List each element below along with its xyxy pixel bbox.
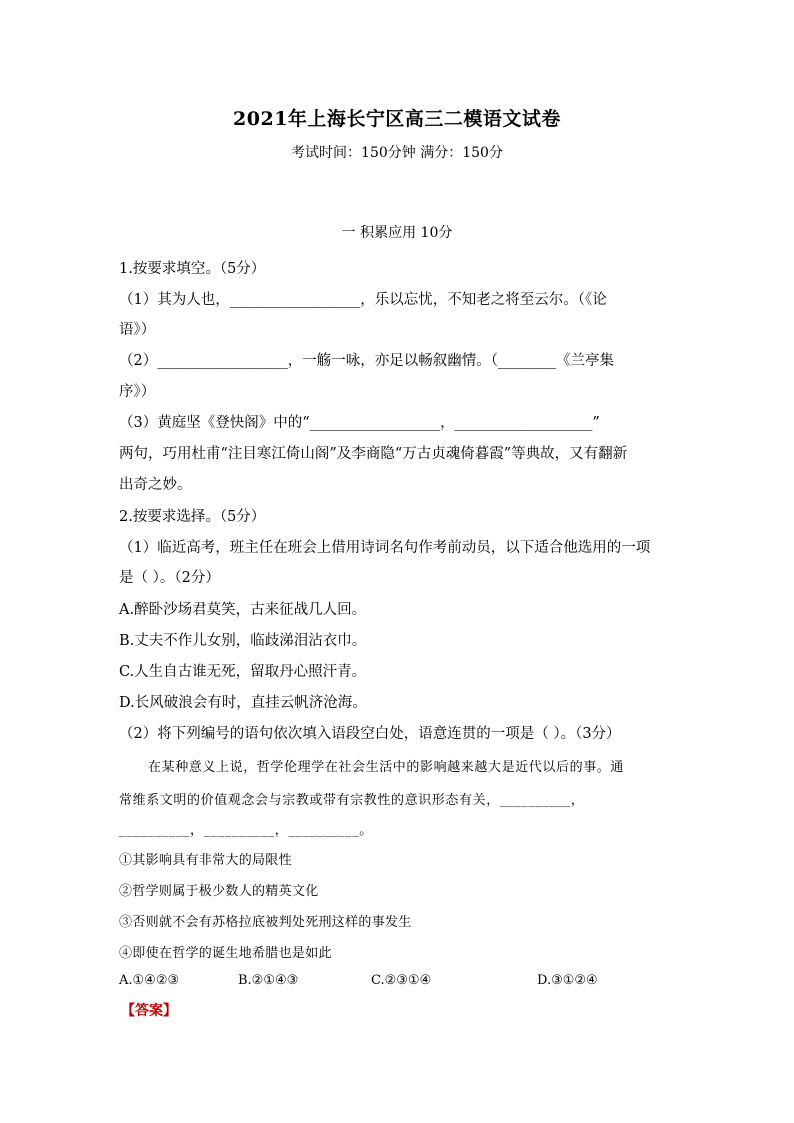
q2-option-c: C.人生自古谁无死，留取丹心照汗青。 bbox=[119, 664, 367, 680]
q1-part2-line2: 序》） bbox=[119, 384, 156, 400]
answer-label: 【答案】 bbox=[121, 1003, 177, 1019]
sentence-item-1: ①其影响具有非常大的局限性 bbox=[119, 853, 292, 868]
q2-part1-line2: 是（ ）。（2分） bbox=[119, 570, 220, 586]
choice-a: A.①④②③ bbox=[119, 973, 180, 988]
q2-option-a: A.醉卧沙场君莫笑，古来征战几人回。 bbox=[119, 602, 367, 618]
sentence-item-4: ④即使在哲学的诞生地希腊也是如此 bbox=[119, 946, 332, 961]
q1-part3-line1: （3）黄庭坚《登快阁》中的“__________________，___________________” bbox=[119, 415, 600, 431]
passage-line: 常维系文明的价值观念会与宗教或带有宗教性的意识形态有关，__________， bbox=[119, 793, 585, 808]
q2-part1-line1: （1）临近高考，班主任在班会上借用诗词名句作考前动员，以下适合他选用的一项 bbox=[119, 540, 651, 556]
passage-line: 在某种意义上说，哲学伦理学在社会生活中的影响越来越大是近代以后的事。通 bbox=[148, 760, 625, 775]
q1-part2-line1: （2）__________________，一觞一咏，亦足以畅叙幽情。（________《兰亭集 bbox=[119, 353, 614, 369]
q2-option-d: D.长风破浪会有时，直挂云帆济沧海。 bbox=[119, 695, 367, 711]
page-title: 2021年上海长宁区高三二模语文试卷 bbox=[233, 108, 561, 130]
q1-part3-line3: 出奇之妙。 bbox=[119, 477, 192, 493]
q2-part2-stem: （2）将下列编号的语句依次填入语段空白处，语意连贯的一项是（ ）。（3分） bbox=[119, 726, 621, 742]
exam-info: 考试时间：150分钟 满分：150分 bbox=[291, 145, 503, 161]
q1-part1-line2: 语》） bbox=[119, 322, 156, 338]
sentence-item-2: ②哲学则属于极少数人的精英文化 bbox=[119, 884, 319, 899]
q2-option-b: B.丈夫不作儿女别，临歧涕泪沾衣巾。 bbox=[119, 633, 367, 649]
choice-b: B.②①④③ bbox=[238, 973, 299, 988]
choice-d: D.③①②④ bbox=[537, 973, 598, 988]
section-heading: 一 积累应用 10分 bbox=[341, 225, 453, 241]
q1-part1-line1: （1）其为人也，__________________，乐以忘忧，不知老之将至云尔。（《论 bbox=[119, 292, 607, 308]
q2-stem: 2.按要求选择。（5分） bbox=[119, 509, 266, 525]
q1-stem: 1.按要求填空。（5分） bbox=[119, 261, 266, 277]
choice-c: C.②③①④ bbox=[371, 973, 432, 988]
passage-line: __________，__________，__________。 bbox=[119, 823, 373, 838]
sentence-item-3: ③否则就不会有苏格拉底被判处死刑这样的事发生 bbox=[119, 915, 412, 930]
q1-part3-line2: 两句，巧用杜甫“注目寒江倚山阁”及李商隐“万古贞魂倚暮霞”等典故，又有翻新 bbox=[119, 446, 628, 462]
